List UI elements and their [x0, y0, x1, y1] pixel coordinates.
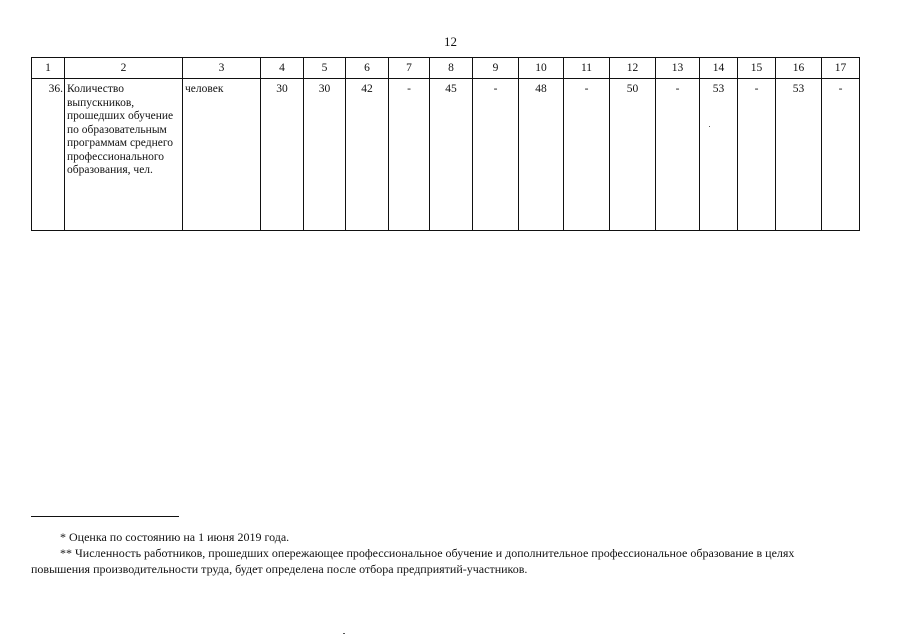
value-cell: -	[564, 79, 610, 231]
header-row	[32, 58, 860, 79]
unit-of-measure: человек	[183, 79, 261, 231]
header-cell: 16	[776, 58, 822, 79]
indicator-name: Количество выпускников, прошедших обучение по образовательным программам среднего профессионального образования, чел.	[65, 79, 183, 231]
header-cell: 9	[473, 58, 519, 79]
value-cell: 50	[610, 79, 656, 231]
footnote-2-line-2: повышения производительности труда, будет определена после отбора предприятий-участников.	[31, 562, 528, 576]
scan-speck	[709, 126, 710, 127]
value-cell: -	[656, 79, 700, 231]
value-cell: 53	[776, 79, 822, 231]
header-cell: 11	[564, 58, 610, 79]
footnotes	[31, 529, 872, 577]
value-cell: 30	[304, 79, 346, 231]
value-cell: 45	[430, 79, 473, 231]
header-cell: 12	[610, 58, 656, 79]
header-cell: 5	[304, 58, 346, 79]
header-cell: 15	[738, 58, 776, 79]
value-cell: -	[389, 79, 430, 231]
value-cell: -	[822, 79, 860, 231]
value-cell: -	[738, 79, 776, 231]
footnote-1: * Оценка по состоянию на 1 июня 2019 года.	[60, 530, 290, 544]
indicators-table	[31, 57, 860, 231]
page-number: 12	[444, 34, 457, 49]
scan-speck	[343, 633, 345, 634]
header-cell: 3	[183, 58, 261, 79]
header-cell: 6	[346, 58, 389, 79]
footnote-2-line-1: ** Численность работников, прошедших опережающее профессиональное обучение и дополнительное профессиональное образование в целях	[60, 546, 795, 560]
row-number: 36.	[32, 79, 65, 231]
header-cell: 13	[656, 58, 700, 79]
header-cell: 1	[32, 58, 65, 79]
value-cell: 53	[700, 79, 738, 231]
value-cell: 48	[519, 79, 564, 231]
header-cell: 8	[430, 58, 473, 79]
header-cell: 4	[261, 58, 304, 79]
value-cell: 30	[261, 79, 304, 231]
header-cell: 17	[822, 58, 860, 79]
table-row	[32, 79, 860, 231]
header-cell: 10	[519, 58, 564, 79]
footnote-separator	[31, 516, 179, 517]
header-cell: 2	[65, 58, 183, 79]
header-cell: 14	[700, 58, 738, 79]
value-cell: -	[473, 79, 519, 231]
value-cell: 42	[346, 79, 389, 231]
header-cell: 7	[389, 58, 430, 79]
